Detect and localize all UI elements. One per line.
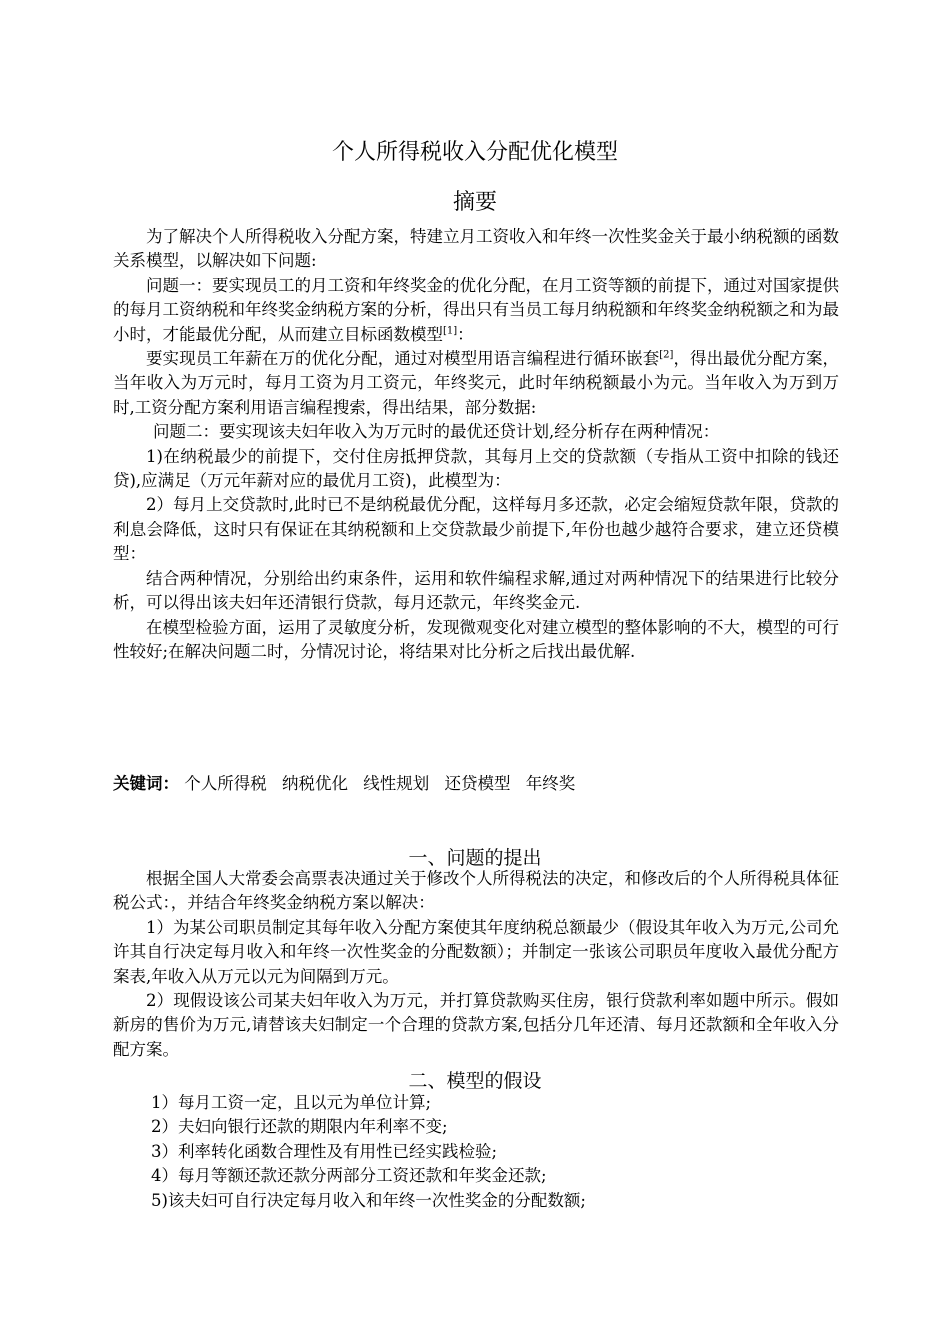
section-paragraph: 1）为某公司职员制定其每年收入分配方案使其年度纳税总额最少（假设其年收入为万元,公司允许其自行决定每月收入和年终一次性奖金的分配数额）；并制定一张该公司职员年度收入最优分配方案表,年收入从万元以元为间隔到万元。 xyxy=(113,917,839,986)
section-heading: 一、问题的提出 xyxy=(408,847,542,869)
section-paragraph: 2）现假设该公司某夫妇年收入为万元，并打算贷款购买住房，银行贷款利率如题中所示。假如新房的售价为万元,请替该夫妇制定一个合理的贷款方案,包括分几年还清、每月还款额和全年收入分配方案。 xyxy=(113,991,839,1059)
keyword: 年终奖 xyxy=(525,774,576,793)
assumption-item: 1）每月工资一定，且以元为单位计算; xyxy=(151,1093,432,1112)
keywords-label: 关键词： xyxy=(113,774,179,793)
abstract-paragraph: 1)在纳税最少的前提下，交付住房抵押贷款，其每月上交的贷款额（专指从工资中扣除的钱还贷),应满足（万元年薪对应的最优月工资)，此模型为： xyxy=(113,446,839,491)
abstract-paragraph: 在模型检验方面，运用了灵敏度分析，发现微观变化对建立模型的整体影响的不大，模型的可行性较好;在解决问题二时，分情况讨论，将结果对比分析之后找出最优解. xyxy=(113,617,839,661)
keyword: 纳税优化 xyxy=(282,774,348,793)
section-1-body xyxy=(113,867,839,1062)
section-heading: 二、模型的假设 xyxy=(408,1070,542,1092)
abstract-heading: 摘要 xyxy=(452,190,497,215)
citation-ref: [1] xyxy=(443,325,458,337)
assumption-item: 4）每月等额还款还款分两部分工资还款和年奖金还款; xyxy=(151,1166,547,1186)
section-paragraph: 根据全国人大常委会高票表决通过关于修改个人所得税法的决定，和修改后的个人所得税具体征税公式：，并结合年终奖金纳税方案以解决： xyxy=(113,869,839,913)
keyword: 个人所得税 xyxy=(184,774,267,793)
keywords-line xyxy=(113,770,839,794)
keyword: 还贷模型 xyxy=(444,774,511,793)
abstract-body xyxy=(113,225,839,664)
abstract-paragraph xyxy=(113,274,839,347)
section-2-body xyxy=(113,1091,839,1213)
citation-ref: [2] xyxy=(659,349,674,361)
abstract-paragraph: 结合两种情况，分别给出约束条件，运用和软件编程求解,通过对两种情况下的结果进行比较分析，可以得出该夫妇年还清银行贷款，每月还款元，年终奖金元. xyxy=(113,568,839,613)
abstract-text: 问题一：要实现员工的月工资和年终奖金的优化分配，在月工资等额的前提下，通过对国家提供的每月工资纳税和年终奖金纳税方案的分析，得出只有当员工每月纳税额和年终奖金纳税额之和为最小时，才能最优分配，从而建立目标函数模型 xyxy=(113,275,839,344)
assumption-item: 5)该夫妇可自行决定每月收入和年终一次性奖金的分配数额; xyxy=(151,1190,586,1210)
abstract-text: 要实现员工年薪在万的优化分配，通过对模型用语言编程进行循环嵌套 xyxy=(146,349,660,369)
keyword: 线性规划 xyxy=(363,774,430,793)
abstract-paragraph: 为了解决个人所得税收入分配方案，特建立月工资收入和年终一次性奖金关于最小纳税额的函数关系模型，以解决如下问题: xyxy=(113,227,839,271)
abstract-paragraph: 2）每月上交贷款时,此时已不是纳税最优分配，这样每月多还款，必定会缩短贷款年限，贷款的利息会降低，这时只有保证在其纳税额和上交贷款最少前提下,年份也越少越符合要求，建立还贷模型： xyxy=(113,495,839,564)
abstract-text: ： xyxy=(457,324,474,344)
paper-title: 个人所得税收入分配优化模型 xyxy=(331,140,618,165)
assumption-item: 2）夫妇向银行还款的期限内年利率不变; xyxy=(151,1117,448,1137)
abstract-text: ，得出最优分配方案，当年收入为万元时，每月工资为月工资元，年终奖元，此时年纳税额最小为元。当年收入为万到万时,工资分配方案利用语言编程搜索，得出结果，部分数据: xyxy=(113,349,840,417)
assumption-item: 3）利率转化函数合理性及有用性已经实践检验; xyxy=(151,1141,498,1161)
abstract-paragraph: 问题二：要实现该夫妇年收入为万元时的最优还贷计划,经分析存在两种情况： xyxy=(153,422,720,442)
abstract-paragraph xyxy=(113,347,839,420)
